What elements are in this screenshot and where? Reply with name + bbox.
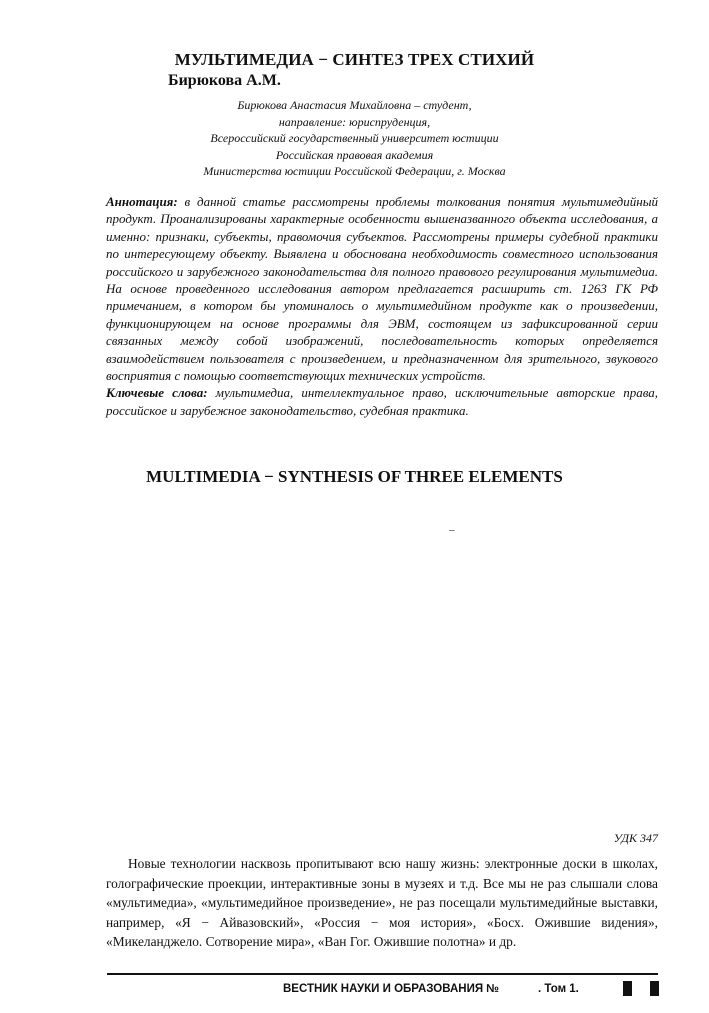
footer-journal-name: ВЕСТНИК НАУКИ И ОБРАЗОВАНИЯ № <box>283 983 500 995</box>
page-footer <box>0 981 709 1001</box>
affiliation-line: направление: юриспруденция, <box>278 114 431 129</box>
author-short-name: Бирюкова А.М. <box>168 72 281 89</box>
keywords-text: мультимедиа, интеллектуальное право, исключительные авторские права, российское и зарубежное законодательство, судебная практика. <box>106 385 658 418</box>
author-affiliation <box>0 97 709 180</box>
keywords-paragraph <box>106 384 658 419</box>
abstract-paragraph <box>106 193 658 384</box>
footer-marker-right <box>650 981 659 996</box>
body-paragraph: Новые технологии насквозь пропитывают всю нашу жизнь: электронные доски в школах, голографические проекции, интерактивные зоны в музеях и т.д. Все мы не раз слышали слова «мультимедиа», «мультимедийное произведение», не раз посещали мультимедийные выставки, например, «Я − Айвазовский», «Россия − моя история», «Босх. Ожившие видения», «Микеланджело. Сотворение мира», «Ван Гог. Ожившие полотна» и др. <box>106 856 658 950</box>
keywords-label: Ключевые слова: <box>106 385 208 401</box>
footer-volume: . Том 1. <box>538 983 579 995</box>
abstract-block <box>106 193 658 419</box>
article-title-en: MULTIMEDIA − SYNTHESIS OF THREE ELEMENTS <box>146 467 563 486</box>
footer-divider <box>107 973 658 975</box>
affiliation-line: Бирюкова Анастасия Михайловна – студент, <box>237 98 472 112</box>
affiliation-line: Министерства юстиции Российской Федерации, г. Москва <box>203 164 506 178</box>
udk-code: УДК 347 <box>613 831 658 845</box>
affiliation-line: Всероссийский государственный университет юстиции <box>210 131 499 145</box>
body-text <box>106 854 658 952</box>
abstract-text: в данной статье рассмотрены проблемы толкования понятия мультимедийный продукт. Проанализированы характерные особенности вышеназванного объекта исследования, а именно: признаки, субъекты, правомочия субъектов. Рассмотрены примеры судебной практики по интересующему объекту. Выявлена и обоснована необходимость совместного использования российского и зарубежного законодательства для полного правового регулирования мультимедиа. На основе проведенного исследования автором предлагается расширить ст. 1263 ГК РФ примечанием, в котором бы упоминалось о мультимедийном продукте как о произведении, функционирующем на основе программы для ЭВМ, состоящем из зафиксированной серии связанных между собой изображений, последовательность которых определяется взаимодействием пользователя с произведением, и предназначенном для зрительного, звукового восприятия с помощью соответствующих технических устройств. <box>106 194 658 384</box>
affiliation-line: Российская правовая академия <box>275 147 434 162</box>
footer-marker-left <box>623 981 632 996</box>
dash-mark: – <box>449 524 455 536</box>
article-title-ru: МУЛЬТИМЕДИА − СИНТЕЗ ТРЕХ СТИХИЙ <box>174 50 535 69</box>
abstract-label: Аннотация: <box>106 194 178 209</box>
